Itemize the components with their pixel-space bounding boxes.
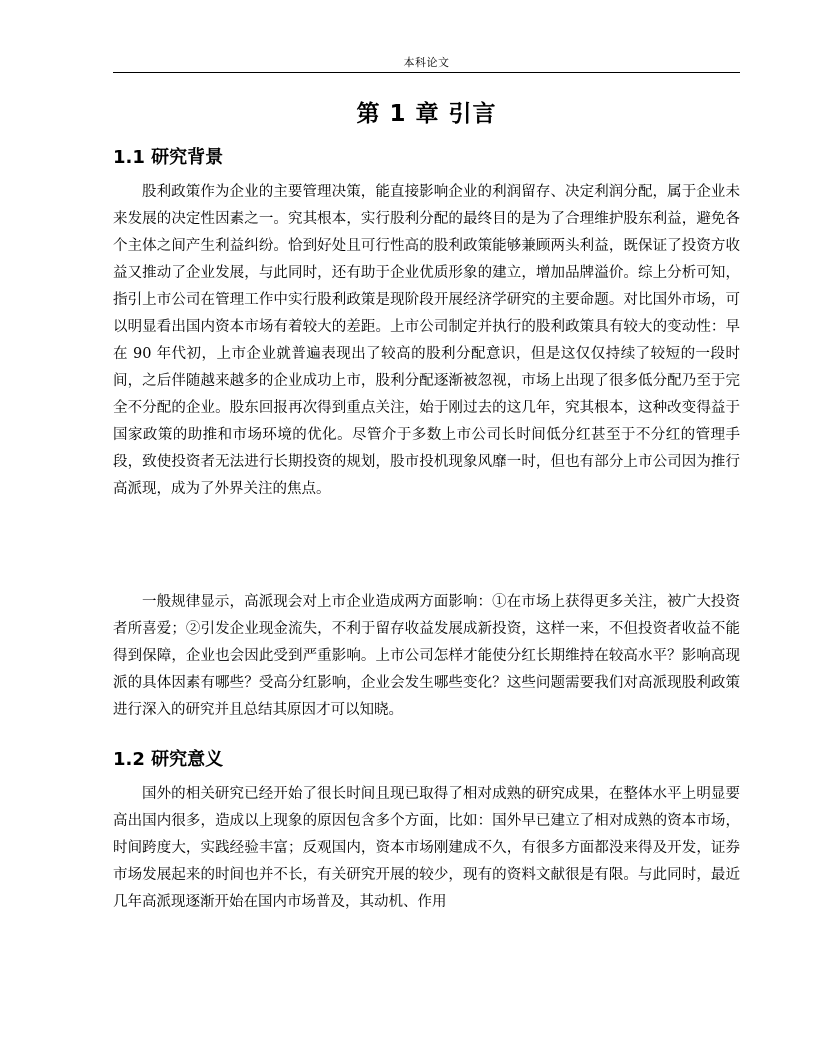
- header-rule: [113, 72, 740, 73]
- body-paragraph: 一般规律显示，高派现会对上市企业造成两方面影响：①在市场上获得更多关注，被广大投资者所喜爱；②引发企业现金流失，不利于留存收益发展成新投资，这样一来，不但投资者收益不能得到保障，企业也会因此受到严重影响。上市公司怎样才能使分红长期维持在较高水平？影响高现派的具体因素有哪些？受高分红影响，企业会发生哪些变化？这些问题需要我们对高派现股利政策进行深入的研究并且总结其原因才可以知晓。: [113, 594, 740, 718]
- running-header: 本科论文: [403, 56, 450, 69]
- section-heading-significance: 1.2 研究意义: [113, 749, 224, 770]
- chapter-title: 第 1 章 引言: [356, 101, 497, 127]
- body-paragraph: 国外的相关研究已经开始了很长时间且现已取得了相对成熟的研究成果，在整体水平上明显要高出国内很多，造成以上现象的原因包含多个方面，比如：国外早已建立了相对成熟的资本市场，时间跨度大，实践经验丰富；反观国内，资本市场刚建成不久，有很多方面都没来得及开发，证券市场发展起来的时间也并不长，有关研究开展的较少，现有的资料文献很是有限。与此同时，最近几年高派现逐渐开始在国内市场普及，其动机、作用: [113, 786, 740, 910]
- body-paragraph: 股利政策作为企业的主要管理决策，能直接影响企业的利润留存、决定利润分配，属于企业未来发展的决定性因素之一。究其根本，实行股利分配的最终目的是为了合理维护股东利益，避免各个主体之间产生利益纠纷。恰到好处且可行性高的股利政策能够兼顾两头利益，既保证了投资方收益又推动了企业发展，与此同时，还有助于企业优质形象的建立，增加品牌溢价。综上分析可知，指引上市公司在管理工作中实行股利政策是现阶段开展经济学研究的主要命题。对比国外市场，可以明显看出国内资本市场有着较大的差距。上市公司制定并执行的股利政策具有较大的变动性：早在 90 年代初，上市企业就普遍表现出了较高的股利分配意识，但是这仅仅持续了较短的一段时间，之后伴随越来越多的企业成功上市，股利分配逐渐被忽视，市场上出现了很多低分配乃至于完全不分配的企业。股东回报再次得到重点关注，始于刚过去的这几年，究其根本，这种改变得益于国家政策的助推和市场环境的优化。尽管介于多数上市公司长时间低分红甚至于不分红的管理手段，致使投资者无法进行长期投资的规划，股市投机现象风靡一时，但也有部分上市公司因为推行高派现，成为了外界关注的焦点。: [113, 184, 740, 497]
- section-heading-background: 1.1 研究背景: [113, 147, 224, 168]
